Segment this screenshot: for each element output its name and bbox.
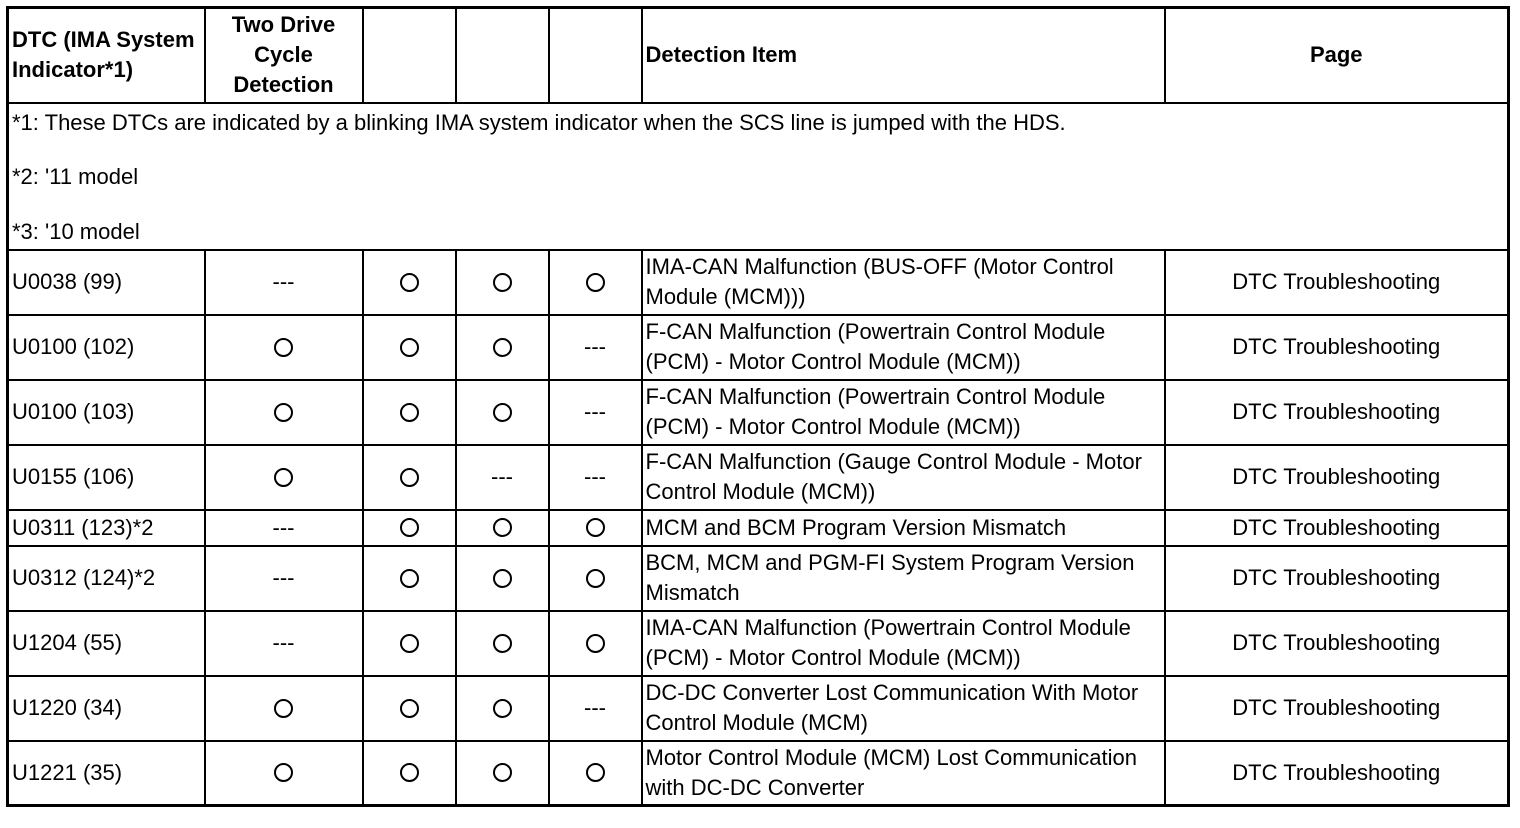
circle-icon bbox=[586, 569, 605, 588]
table-row bbox=[8, 380, 1509, 445]
detection-item: DC-DC Converter Lost Communication With Motor Control Module (MCM) bbox=[642, 676, 1165, 741]
detection-mark-3 bbox=[456, 250, 549, 315]
notes-cell bbox=[8, 103, 1509, 250]
detection-none-4: --- bbox=[549, 380, 642, 445]
circle-icon bbox=[400, 763, 419, 782]
detection-mark-2 bbox=[363, 611, 456, 676]
circle-icon bbox=[400, 634, 419, 653]
circle-icon bbox=[400, 403, 419, 422]
detection-item: MCM and BCM Program Version Mismatch bbox=[642, 510, 1165, 546]
circle-icon bbox=[274, 763, 293, 782]
detection-mark-1 bbox=[205, 741, 363, 806]
detection-mark-4 bbox=[549, 741, 642, 806]
header-row bbox=[8, 8, 1509, 103]
detection-mark-3 bbox=[456, 741, 549, 806]
page-link[interactable]: DTC Troubleshooting bbox=[1165, 250, 1509, 315]
table-row bbox=[8, 676, 1509, 741]
table-row bbox=[8, 445, 1509, 510]
detection-mark-2 bbox=[363, 250, 456, 315]
circle-icon bbox=[493, 634, 512, 653]
detection-mark-3 bbox=[456, 546, 549, 611]
circle-icon bbox=[586, 273, 605, 292]
detection-mark-1 bbox=[205, 315, 363, 380]
table-row bbox=[8, 611, 1509, 676]
dtc-code: U0100 (103) bbox=[8, 380, 205, 445]
page-link[interactable]: DTC Troubleshooting bbox=[1165, 510, 1509, 546]
circle-icon bbox=[274, 403, 293, 422]
circle-icon bbox=[274, 468, 293, 487]
detection-mark-4 bbox=[549, 250, 642, 315]
detection-item: Motor Control Module (MCM) Lost Communication with DC-DC Converter bbox=[642, 741, 1165, 806]
circle-icon bbox=[493, 518, 512, 537]
circle-icon bbox=[400, 338, 419, 357]
detection-mark-3 bbox=[456, 676, 549, 741]
dtc-code: U0038 (99) bbox=[8, 250, 205, 315]
circle-icon bbox=[400, 273, 419, 292]
detection-mark-2 bbox=[363, 676, 456, 741]
dtc-code: U1204 (55) bbox=[8, 611, 205, 676]
detection-mark-2 bbox=[363, 741, 456, 806]
page-link[interactable]: DTC Troubleshooting bbox=[1165, 380, 1509, 445]
detection-none-1: --- bbox=[205, 510, 363, 546]
page-link[interactable]: DTC Troubleshooting bbox=[1165, 445, 1509, 510]
circle-icon bbox=[493, 403, 512, 422]
footnote-3: *3: '10 model bbox=[12, 218, 140, 244]
header-col4 bbox=[456, 8, 549, 103]
detection-item: F-CAN Malfunction (Gauge Control Module - Motor Control Module (MCM)) bbox=[642, 445, 1165, 510]
circle-icon bbox=[493, 763, 512, 782]
table-row bbox=[8, 741, 1509, 806]
circle-icon bbox=[586, 763, 605, 782]
circle-icon bbox=[274, 699, 293, 718]
dtc-code: U0312 (124)*2 bbox=[8, 546, 205, 611]
notes-row bbox=[8, 103, 1509, 250]
dtc-code: U0155 (106) bbox=[8, 445, 205, 510]
header-col5 bbox=[549, 8, 642, 103]
header-page: Page bbox=[1165, 8, 1509, 103]
circle-icon bbox=[586, 634, 605, 653]
detection-none-1: --- bbox=[205, 546, 363, 611]
detection-mark-1 bbox=[205, 380, 363, 445]
page-link[interactable]: DTC Troubleshooting bbox=[1165, 676, 1509, 741]
header-detection-item: Detection Item bbox=[642, 8, 1165, 103]
dtc-table bbox=[6, 6, 1510, 807]
detection-none-4: --- bbox=[549, 315, 642, 380]
table-row bbox=[8, 250, 1509, 315]
detection-mark-1 bbox=[205, 445, 363, 510]
header-dtc: DTC (IMA System Indicator*1) bbox=[8, 8, 205, 103]
detection-mark-2 bbox=[363, 445, 456, 510]
detection-none-1: --- bbox=[205, 250, 363, 315]
page-link[interactable]: DTC Troubleshooting bbox=[1165, 611, 1509, 676]
detection-none-4: --- bbox=[549, 676, 642, 741]
detection-mark-2 bbox=[363, 510, 456, 546]
detection-mark-3 bbox=[456, 510, 549, 546]
detection-mark-4 bbox=[549, 510, 642, 546]
detection-mark-4 bbox=[549, 611, 642, 676]
detection-mark-4 bbox=[549, 546, 642, 611]
dtc-code: U1221 (35) bbox=[8, 741, 205, 806]
detection-mark-3 bbox=[456, 315, 549, 380]
detection-none-3: --- bbox=[456, 445, 549, 510]
circle-icon bbox=[493, 338, 512, 357]
circle-icon bbox=[400, 699, 419, 718]
circle-icon bbox=[274, 338, 293, 357]
circle-icon bbox=[493, 273, 512, 292]
detection-item: IMA-CAN Malfunction (Powertrain Control Module (PCM) - Motor Control Module (MCM)) bbox=[642, 611, 1165, 676]
table-row bbox=[8, 546, 1509, 611]
detection-mark-1 bbox=[205, 676, 363, 741]
table-row bbox=[8, 315, 1509, 380]
dtc-code: U0100 (102) bbox=[8, 315, 205, 380]
footnote-2: *2: '11 model bbox=[12, 164, 139, 189]
page-link[interactable]: DTC Troubleshooting bbox=[1165, 315, 1509, 380]
detection-item: IMA-CAN Malfunction (BUS-OFF (Motor Control Module (MCM))) bbox=[642, 250, 1165, 315]
circle-icon bbox=[400, 468, 419, 487]
page-link[interactable]: DTC Troubleshooting bbox=[1165, 546, 1509, 611]
detection-item: F-CAN Malfunction (Powertrain Control Module (PCM) - Motor Control Module (MCM)) bbox=[642, 315, 1165, 380]
detection-mark-3 bbox=[456, 380, 549, 445]
detection-mark-2 bbox=[363, 315, 456, 380]
detection-item: BCM, MCM and PGM-FI System Program Version Mismatch bbox=[642, 546, 1165, 611]
dtc-code: U1220 (34) bbox=[8, 676, 205, 741]
detection-mark-3 bbox=[456, 611, 549, 676]
detection-none-1: --- bbox=[205, 611, 363, 676]
header-two-drive-cycle: Two Drive Cycle Detection bbox=[205, 8, 363, 103]
detection-mark-2 bbox=[363, 546, 456, 611]
page-link[interactable]: DTC Troubleshooting bbox=[1165, 741, 1509, 806]
circle-icon bbox=[493, 569, 512, 588]
dtc-code: U0311 (123)*2 bbox=[8, 510, 205, 546]
footnote-1: *1: These DTCs are indicated by a blinking IMA system indicator when the SCS line is jumped with the HDS. bbox=[12, 109, 1066, 135]
header-col3 bbox=[363, 8, 456, 103]
detection-item: F-CAN Malfunction (Powertrain Control Module (PCM) - Motor Control Module (MCM)) bbox=[642, 380, 1165, 445]
detection-mark-2 bbox=[363, 380, 456, 445]
circle-icon bbox=[400, 518, 419, 537]
circle-icon bbox=[586, 518, 605, 537]
detection-none-4: --- bbox=[549, 445, 642, 510]
circle-icon bbox=[493, 699, 512, 718]
circle-icon bbox=[400, 569, 419, 588]
table-row bbox=[8, 510, 1509, 546]
